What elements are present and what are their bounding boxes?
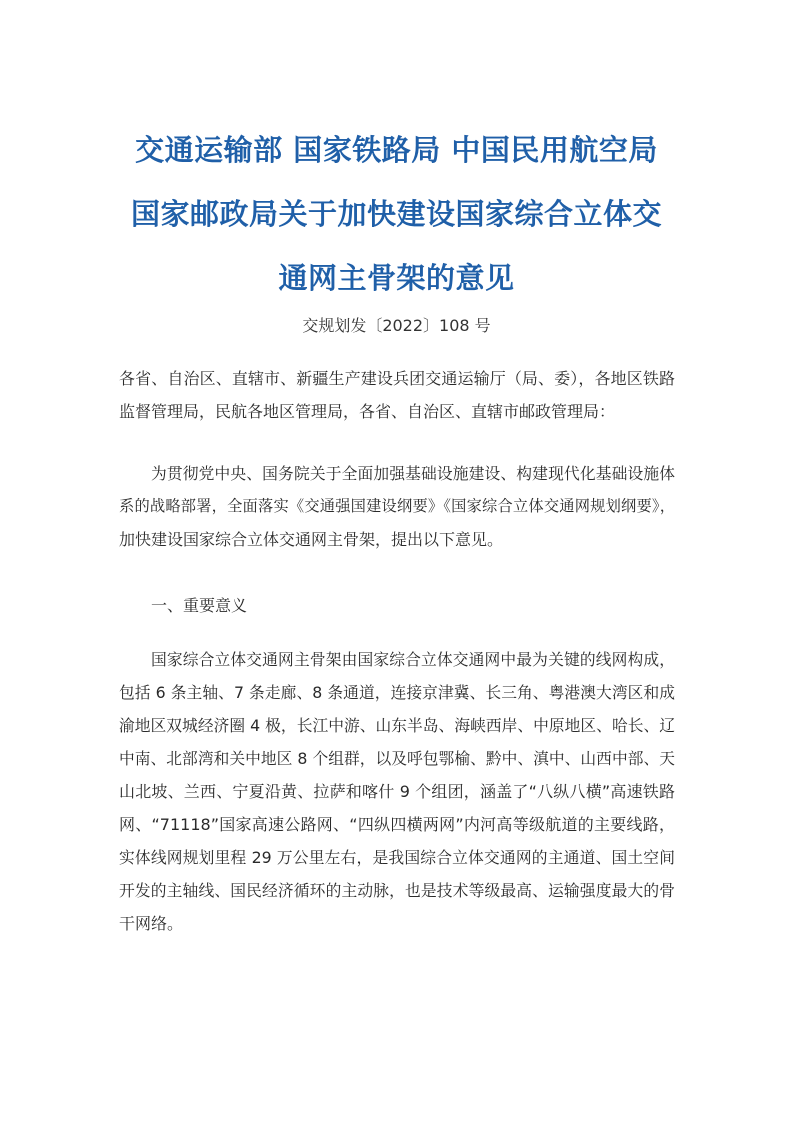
section-1-heading-block xyxy=(119,589,675,622)
section-1-line-9: 干网络。 xyxy=(119,914,184,933)
section-1-line-1: 国家综合立体交通网主骨架由国家综合立体交通网中最为关键的线网构成， xyxy=(151,650,675,669)
section-1-line-6: 网、“71118”国家高速公路网、“四纵四横两网”内河高等级航道的主要线路， xyxy=(119,815,675,834)
section-1-line-5: 山北坡、兰西、宁夏沿黄、拉萨和喀什 9 个组团，涵盖了“八纵八横”高速铁路 xyxy=(119,782,675,801)
intro-line-2: 系的战略部署，全面落实《交通强国建设纲要》《国家综合立体交通网规划纲要》， xyxy=(119,497,675,515)
intro-line-3: 加快建设国家综合立体交通网主骨架，提出以下意见。 xyxy=(119,530,504,549)
section-1-line-4: 中南、北部湾和关中地区 8 个组群，以及呼包鄂榆、黔中、滇中、山西中部、天 xyxy=(119,749,675,768)
section-1-line-3: 渝地区双城经济圈 4 极，长江中游、山东半岛、海峡西岸、中原地区、哈长、辽 xyxy=(119,716,675,735)
recipients-line-1: 各省、自治区、直辖市、新疆生产建设兵团交通运输厅（局、委），各地区铁路 xyxy=(119,369,675,388)
section-1-heading: 一、重要意义 xyxy=(151,596,248,615)
title-line-3: 通网主骨架的意见 xyxy=(278,261,515,295)
intro-line-1: 为贯彻党中央、国务院关于全面加强基础设施建设、构建现代化基础设施体 xyxy=(151,464,675,483)
section-1-line-8: 开发的主轴线、国民经济循环的主动脉，也是技术等级最高、运输强度最大的骨 xyxy=(119,881,675,900)
document-number: 交规划发〔2022〕108 号 xyxy=(302,316,491,335)
recipients-paragraph xyxy=(119,362,675,428)
section-1-line-2: 包括 6 条主轴、7 条走廊、8 条通道，连接京津冀、长三角、粤港澳大湾区和成 xyxy=(119,683,675,702)
intro-paragraph xyxy=(119,457,675,556)
section-1-line-7: 实体线网规划里程 29 万公里左右，是我国综合立体交通网的主通道、国土空间 xyxy=(119,848,675,867)
title-line-1: 交通运输部 国家铁路局 中国民用航空局 xyxy=(135,133,658,167)
recipients-line-2: 监督管理局，民航各地区管理局，各省、自治区、直辖市邮政管理局： xyxy=(119,402,616,421)
section-1-paragraph xyxy=(119,643,675,940)
document-title xyxy=(100,118,693,310)
title-line-2: 国家邮政局关于加快建设国家综合立体交 xyxy=(130,197,662,231)
